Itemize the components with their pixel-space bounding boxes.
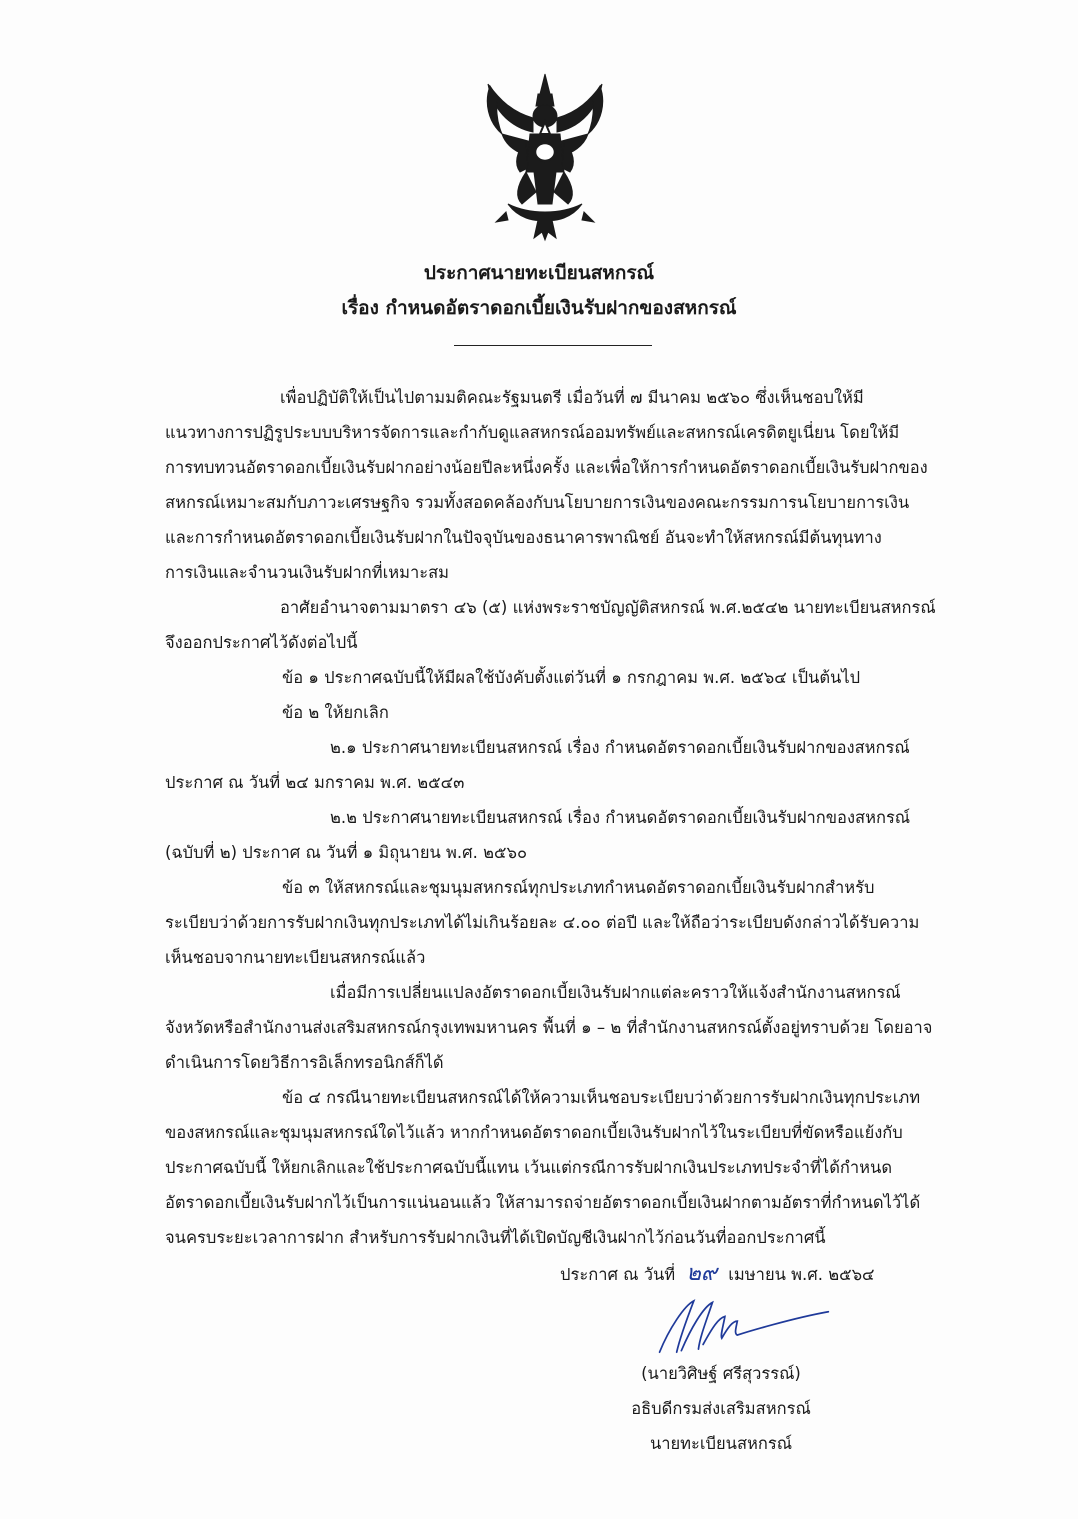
body-line: แนวทางการปฏิรูประบบบริหารจัดการและกำกับดูแลสหกรณ์ออมทรัพย์และสหกรณ์เครดิตยูเนี่ยน โดยให้มี: [165, 423, 900, 442]
body-line: อัตราดอกเบี้ยเงินรับฝากไว้เป็นการแน่นอนแล้ว ให้สามารถจ่ายอัตราดอกเบี้ยเงินฝากตามอัตราที่กำหนดไว้ได้: [165, 1193, 921, 1212]
clause-2: ข้อ ๒ ให้ยกเลิก: [282, 703, 389, 722]
signature-mark: [610, 1290, 860, 1360]
body-line: เพื่อปฏิบัติให้เป็นไปตามมติคณะรัฐมนตรี เมื่อวันที่ ๗ มีนาคม ๒๕๖๐ ซึ่งเห็นชอบให้มี: [280, 388, 864, 407]
date-day-handwritten: ๒๙: [686, 1261, 718, 1286]
body-line: เมื่อมีการเปลี่ยนแปลงอัตราดอกเบี้ยเงินรับฝากแต่ละคราวให้แจ้งสำนักงานสหกรณ์: [330, 983, 901, 1002]
body-line: เห็นชอบจากนายทะเบียนสหกรณ์แล้ว: [165, 948, 426, 967]
signatory-position: อธิบดีกรมส่งเสริมสหกรณ์: [631, 1399, 811, 1418]
clause-2-2: ๒.๒ ประกาศนายทะเบียนสหกรณ์ เรื่อง กำหนดอัตราดอกเบี้ยเงินรับฝากของสหกรณ์: [330, 808, 911, 827]
clause-4: ข้อ ๔ กรณีนายทะเบียนสหกรณ์ได้ให้ความเห็นชอบระเบียบว่าด้วยการรับฝากเงินทุกประเภท: [282, 1088, 921, 1107]
body-line: ของสหกรณ์และชุมนุมสหกรณ์ใดไว้แล้ว หากกำหนดอัตราดอกเบี้ยเงินรับฝากไว้ในระเบียบที่ขัดหรือแย้งกับ: [165, 1123, 903, 1142]
body-line: ประกาศฉบับนี้ ให้ยกเลิกและใช้ประกาศฉบับนี้แทน เว้นแต่กรณีการรับฝากเงินประเภทประจำที่ได้กำหนด: [165, 1158, 893, 1177]
body-line: ระเบียบว่าด้วยการรับฝากเงินทุกประเภทได้ไม่เกินร้อยละ ๔.๐๐ ต่อปี และให้ถือว่าระเบียบดังกล่าวได้รับความ: [165, 913, 920, 932]
signatory-role: นายทะเบียนสหกรณ์: [649, 1434, 793, 1453]
signoff-date: [560, 1262, 875, 1287]
signatory-name: (นายวิศิษฐ์ ศรีสุวรรณ์): [641, 1364, 801, 1383]
body-line: สหกรณ์เหมาะสมกับภาวะเศรษฐกิจ รวมทั้งสอดคล้องกับนโยบายการเงินของคณะกรรมการนโยบายการเงิน: [165, 493, 910, 512]
date-prefix: ประกาศ ณ วันที่: [560, 1265, 676, 1284]
body-line: และการกำหนดอัตราดอกเบี้ยเงินรับฝากในปัจจุบันของธนาคารพาณิชย์ อันจะทำให้สหกรณ์มีต้นทุนทาง: [165, 528, 882, 547]
garuda-emblem-icon: [478, 72, 613, 242]
body-line: อาศัยอำนาจตามมาตรา ๔๖ (๕) แห่งพระราชบัญญัติสหกรณ์ พ.ศ.๒๕๔๒ นายทะเบียนสหกรณ์: [280, 598, 936, 617]
clause-1: ข้อ ๑ ประกาศฉบับนี้ให้มีผลใช้บังคับตั้งแต่วันที่ ๑ กรกฎาคม พ.ศ. ๒๕๖๔ เป็นต้นไป: [282, 668, 861, 687]
date-suffix: เมษายน พ.ศ. ๒๕๖๔: [728, 1265, 875, 1284]
clause-3: ข้อ ๓ ให้สหกรณ์และชุมนุมสหกรณ์ทุกประเภทกำหนดอัตราดอกเบี้ยเงินรับฝากสำหรับ: [282, 878, 875, 897]
title-divider: [454, 345, 652, 346]
body-line: การทบทวนอัตราดอกเบี้ยเงินรับฝากอย่างน้อยปีละหนึ่งครั้ง และเพื่อให้การกำหนดอัตราดอกเบี้ยเงินรับฝากของ: [165, 458, 928, 477]
document-subject: เรื่อง กำหนดอัตราดอกเบี้ยเงินรับฝากของสหกรณ์: [341, 297, 737, 319]
document-title: ประกาศนายทะเบียนสหกรณ์: [423, 262, 655, 284]
body-line: จึงออกประกาศไว้ดังต่อไปนี้: [165, 633, 358, 652]
clause-2-1: ๒.๑ ประกาศนายทะเบียนสหกรณ์ เรื่อง กำหนดอัตราดอกเบี้ยเงินรับฝากของสหกรณ์: [330, 738, 910, 757]
body-line: ประกาศ ณ วันที่ ๒๔ มกราคม พ.ศ. ๒๕๔๓: [165, 773, 465, 792]
body-line: (ฉบับที่ ๒) ประกาศ ณ วันที่ ๑ มิถุนายน พ.ศ. ๒๕๖๐: [165, 843, 528, 862]
body-line: จังหวัดหรือสำนักงานส่งเสริมสหกรณ์กรุงเทพมหานคร พื้นที่ ๑ – ๒ ที่สำนักงานสหกรณ์ตั้งอยู่ทราบด้วย โดยอาจ: [165, 1018, 933, 1037]
body-line: จนครบระยะเวลาการฝาก สำหรับการรับฝากเงินที่ได้เปิดบัญชีเงินฝากไว้ก่อนวันที่ออกประกาศนี้: [165, 1228, 826, 1247]
body-line: ดำเนินการโดยวิธีการอิเล็กทรอนิกส์ก็ได้: [165, 1053, 444, 1072]
body-line: การเงินและจำนวนเงินรับฝากที่เหมาะสม: [165, 563, 450, 582]
